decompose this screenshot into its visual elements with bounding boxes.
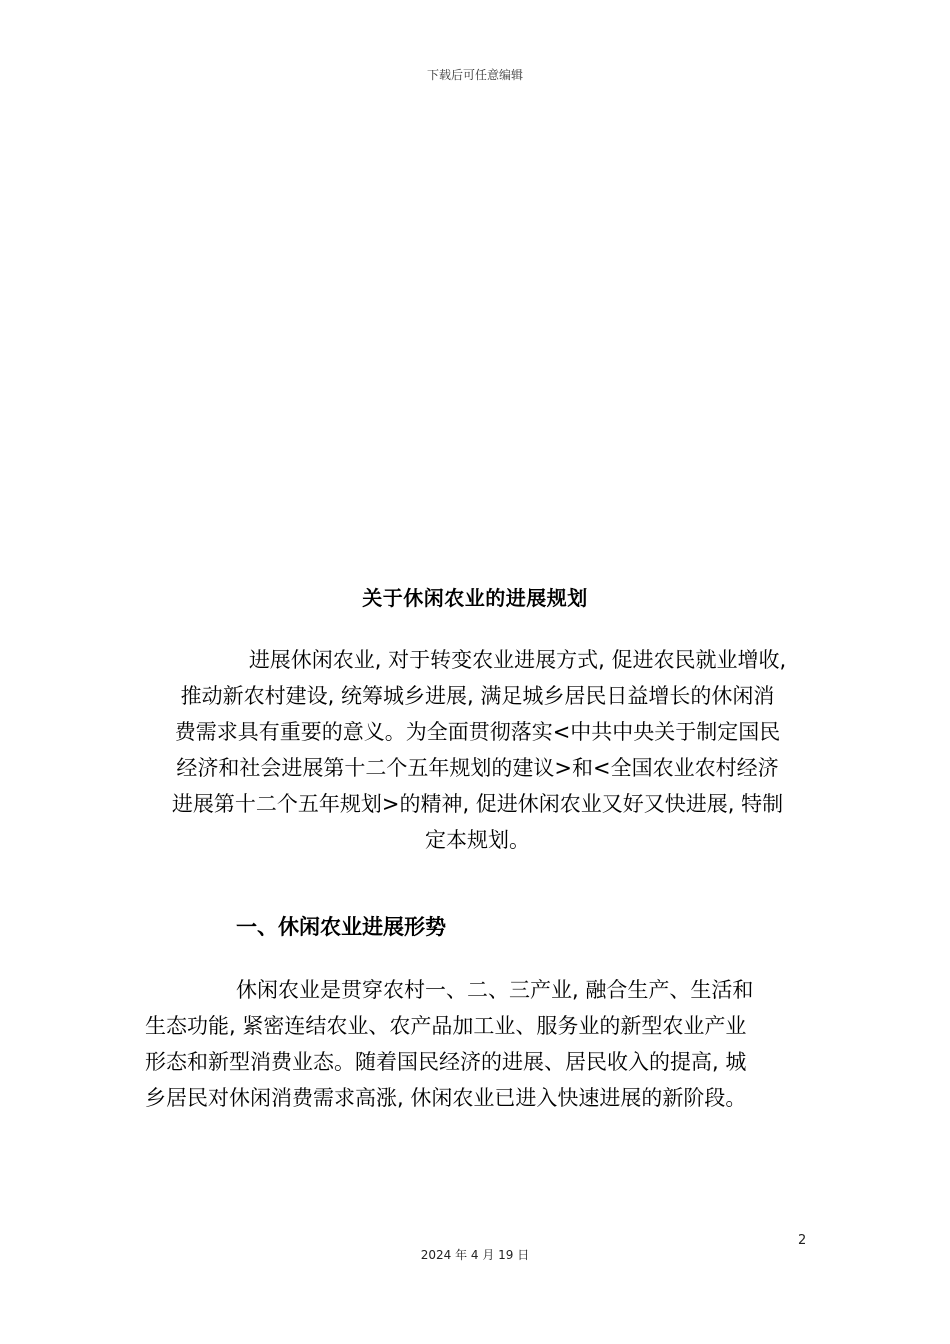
intro-line: 进展第十二个五年规划>的精神, 促进休闲农业又好又快进展, 特制 [171,792,784,816]
body-line: 生态功能, 紧密连结农业、农产品加工业、服务业的新型农业产业 [145,1014,747,1038]
intro-line: 进展休闲农业, 对于转变农业进展方式, 促进农民就业增收, [248,648,787,672]
intro-line: 经济和社会进展第十二个五年规划的建议>和<全国农业农村经济 [176,756,779,780]
intro-line: 定本规划。 [425,828,530,852]
document-title: 关于休闲农业的进展规划 [362,586,588,610]
body-line: 乡居民对休闲消费需求高涨, 休闲农业已进入快速进展的新阶段。 [145,1086,747,1110]
body-line: 形态和新型消费业态。随着国民经济的进展、居民收入的提高, 城 [145,1050,747,1074]
body-paragraph [145,972,810,1116]
page-footer-date: 2024 年 4 月 19 日 [420,1248,530,1262]
intro-line: 费需求具有重要的意义。为全面贯彻落实<中共中央关于制定国民 [174,720,781,744]
section-heading: 一、休闲农业进展形势 [236,915,446,939]
page-header: 下载后可任意编辑 [426,68,523,82]
intro-paragraph [145,642,810,858]
page-number: 2 [798,1233,807,1248]
intro-line: 推动新农村建设, 统筹城乡进展, 满足城乡居民日益增长的休闲消 [180,684,775,708]
body-line: 休闲农业是贯穿农村一、二、三产业, 融合生产、生活和 [236,978,754,1002]
